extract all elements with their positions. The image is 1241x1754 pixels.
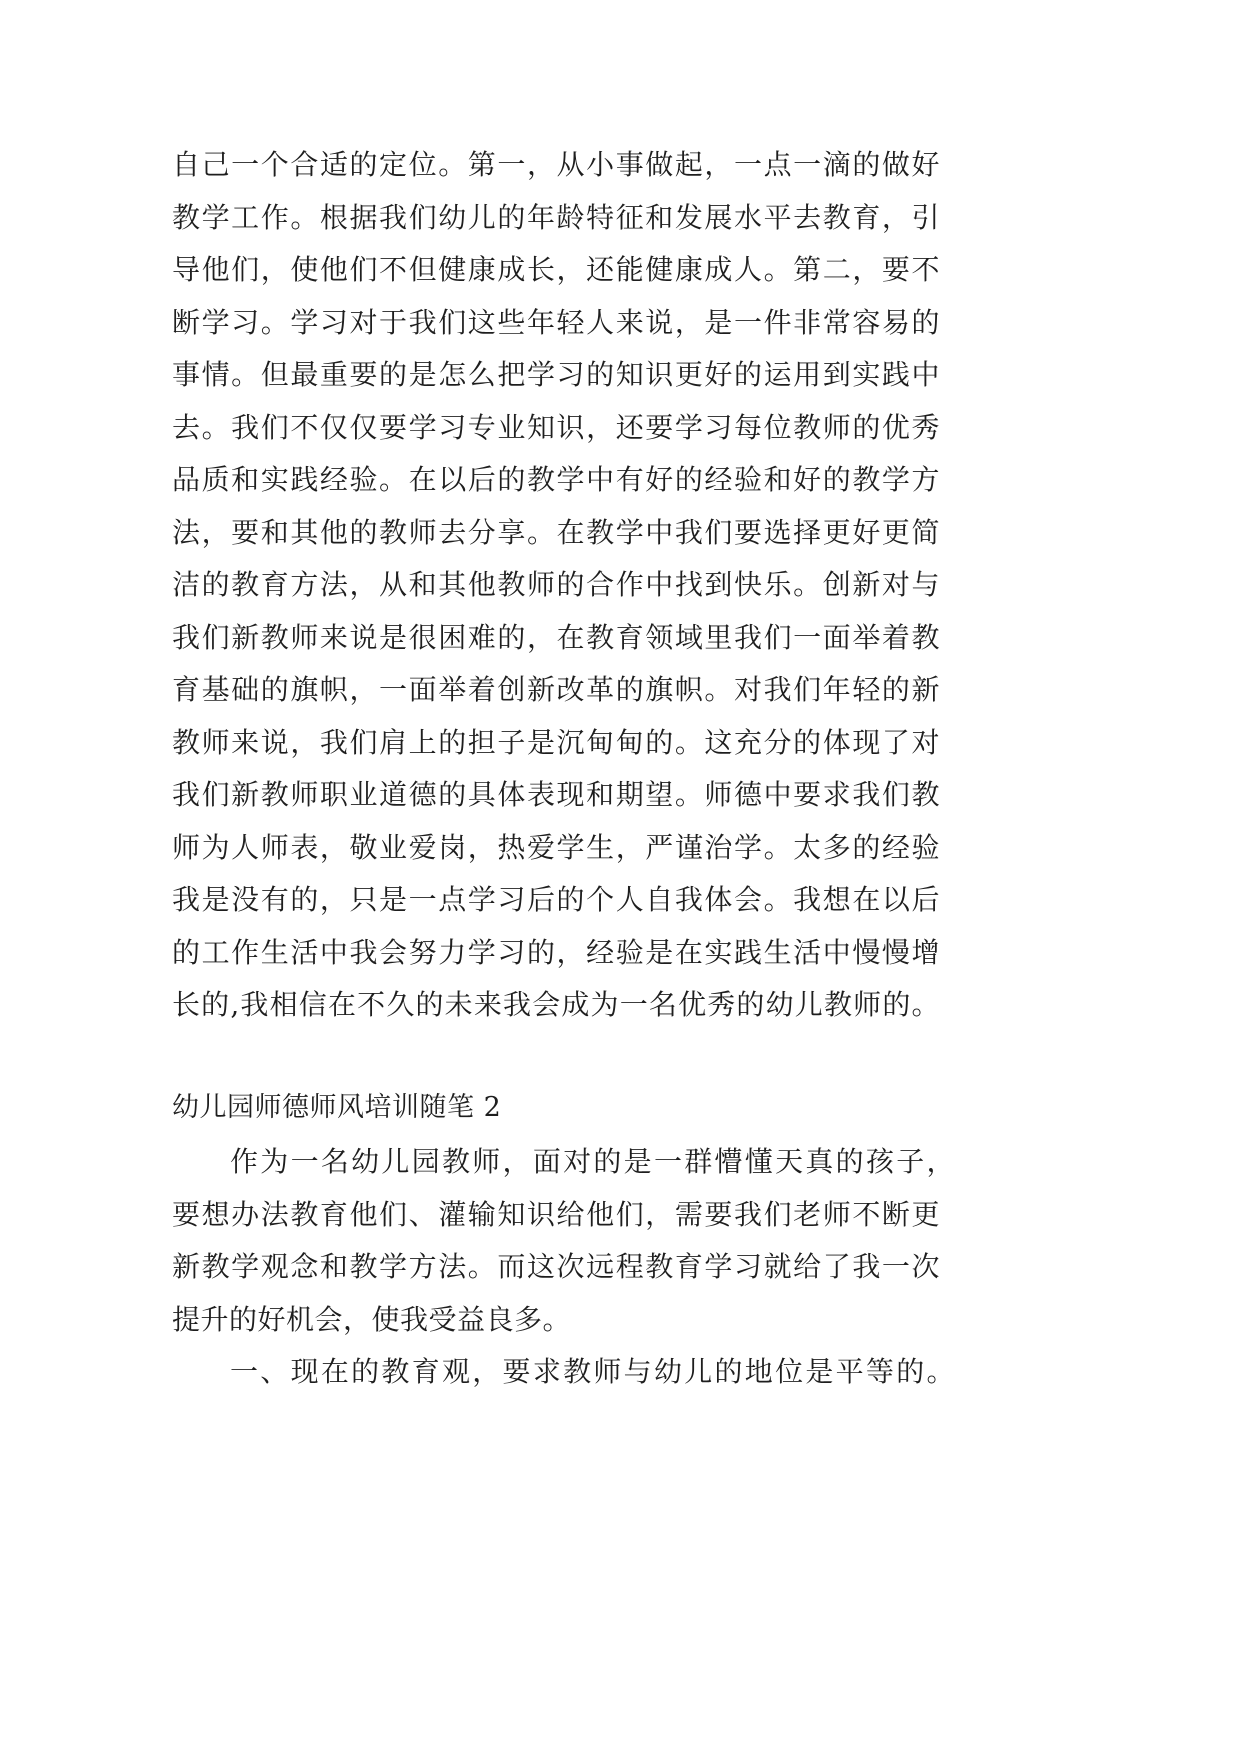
text-line: 提升的好机会，使我受益良多。: [172, 1302, 572, 1336]
text-line: 长的,我相信在不久的未来我会成为一名优秀的幼儿教师的。: [172, 988, 940, 1021]
text-line: 教师来说，我们肩上的担子是沉甸甸的。这充分的体现了对: [172, 725, 940, 759]
text-line: 品质和实践经验。在以后的教学中有好的经验和好的教学方: [172, 463, 940, 496]
text-line: 教学工作。根据我们幼儿的年龄特征和发展水平去教育，引: [172, 200, 940, 234]
text-line: 师为人师表，敬业爱岗，热爱学生，严谨治学。太多的经验: [172, 830, 940, 864]
text-line: 新教学观念和教学方法。而这次远程教育学习就给了我一次: [172, 1250, 940, 1283]
text-line: 的工作生活中我会努力学习的，经验是在实践生活中慢慢增: [172, 935, 940, 969]
text-line: 法，要和其他的教师去分享。在教学中我们要选择更好更简: [172, 515, 940, 549]
text-line: 断学习。学习对于我们这些年轻人来说，是一件非常容易的: [172, 305, 940, 339]
text-line: 我是没有的，只是一点学习后的个人自我体会。我想在以后: [172, 883, 940, 916]
text-line: 育基础的旗帜，一面举着创新改革的旗帜。对我们年轻的新: [172, 673, 940, 706]
section-heading: 幼儿园师德师风培训随笔 2: [172, 1092, 502, 1123]
text-line: 事情。但最重要的是怎么把学习的知识更好的运用到实践中: [172, 358, 940, 391]
text-line: 去。我们不仅仅要学习专业知识，还要学习每位教师的优秀: [172, 410, 940, 444]
text-line: 我们新教师来说是很困难的，在教育领域里我们一面举着教: [172, 620, 940, 654]
text-line: 自己一个合适的定位。第一，从小事做起，一点一滴的做好: [172, 148, 940, 181]
text-line: 要想办法教育他们、灌输知识给他们，需要我们老师不断更: [172, 1197, 940, 1231]
body-paragraph-continuation: [172, 139, 940, 1032]
numbered-item-line: 一、现在的教育观，要求教师与幼儿的地位是平等的。: [230, 1355, 955, 1388]
text-line: 我们新教师职业道德的具体表现和期望。师德中要求我们教: [172, 778, 940, 811]
text-line: 洁的教育方法，从和其他教师的合作中找到快乐。创新对与: [172, 568, 940, 601]
text-line: 导他们，使他们不但健康成长，还能健康成人。第二，要不: [172, 253, 940, 286]
text-line: 作为一名幼儿园教师，面对的是一群懵懂天真的孩子，: [230, 1145, 955, 1178]
section-2: [172, 1082, 955, 1399]
